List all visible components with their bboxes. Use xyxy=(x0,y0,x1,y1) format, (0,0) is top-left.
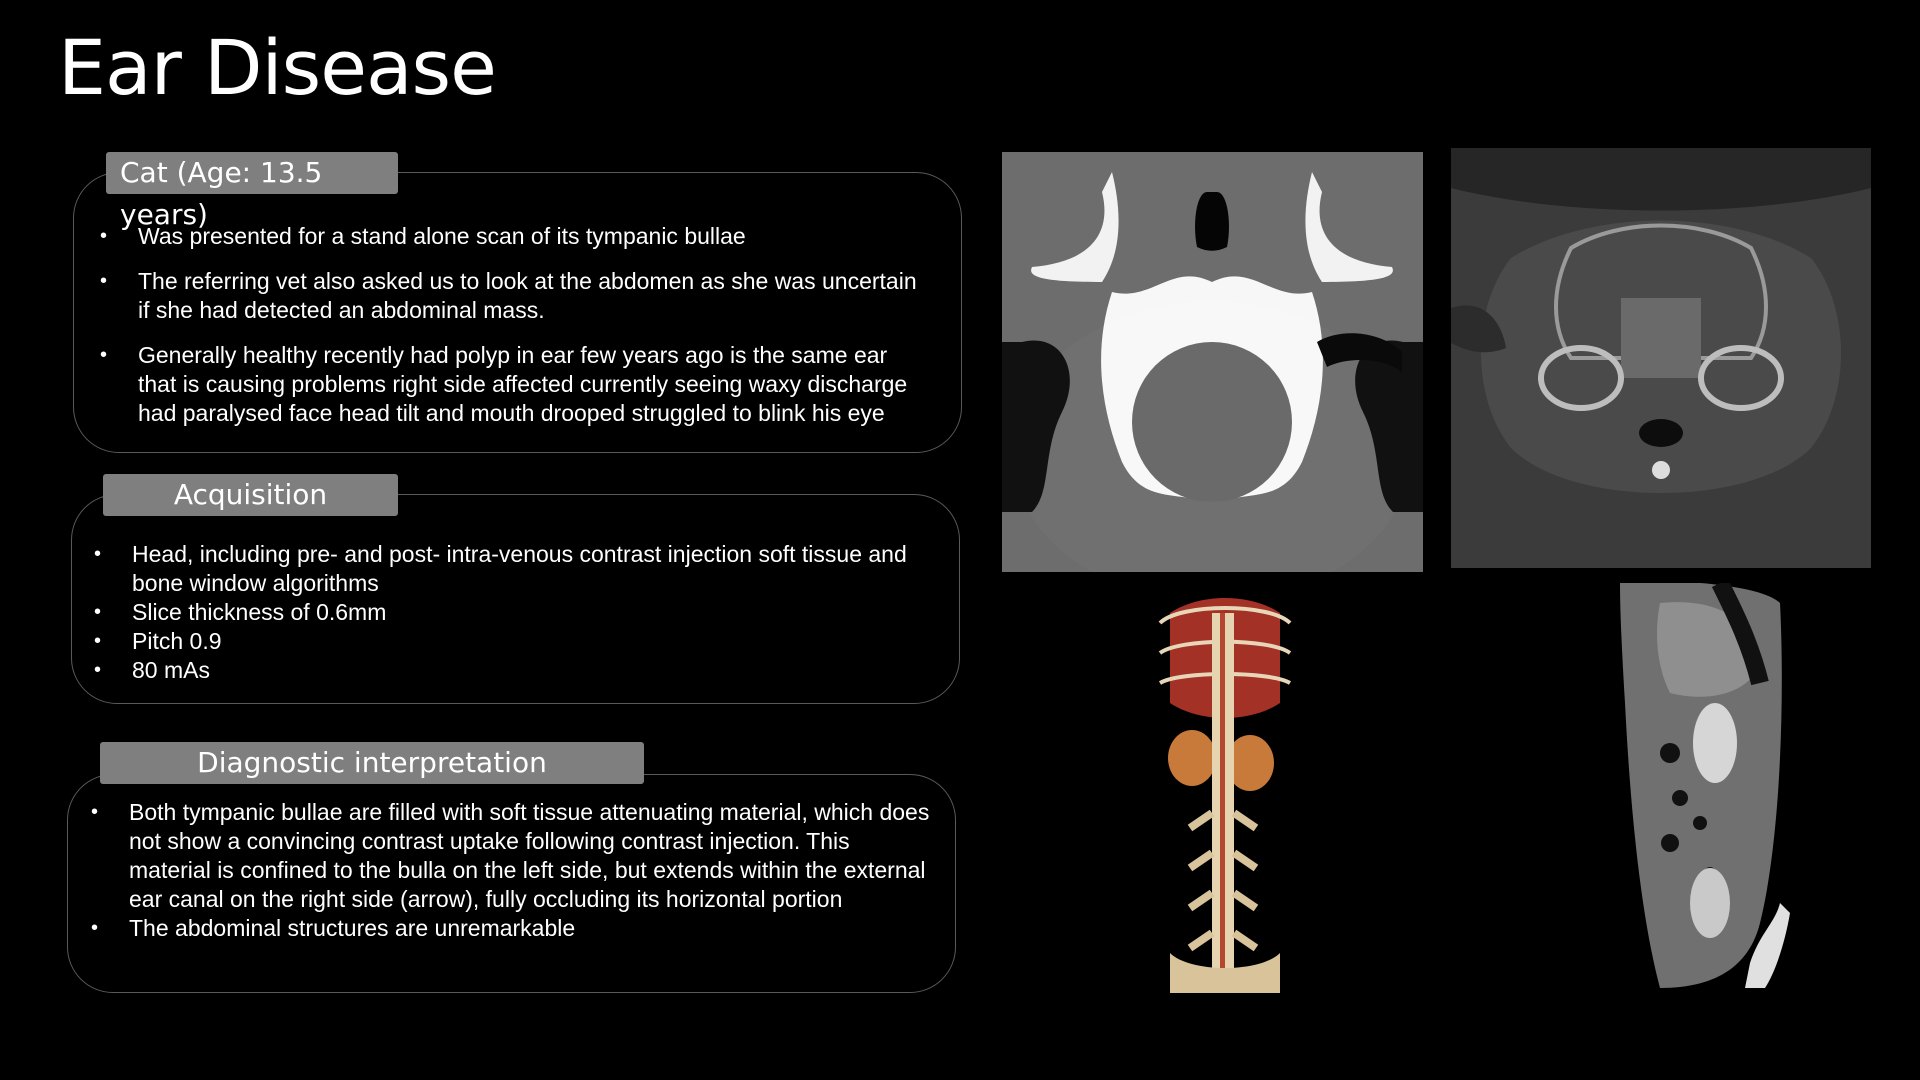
abdomen-3d-render-image xyxy=(1150,593,1300,993)
patient-bullet-list xyxy=(100,222,930,428)
abdomen-3d-render-graphic xyxy=(1150,593,1300,993)
patient-bullet-item: • Generally healthy recently had polyp in ear few years ago is the same ear that is causing problems right side affected currently seeing waxy discharge had paralysed face head tilt and mouth drooped struggled to blink his eye xyxy=(100,341,930,428)
acquisition-bullet-item: • 80 mAs xyxy=(94,656,924,685)
patient-bullet-item: • Was presented for a stand alone scan of its tympanic bullae xyxy=(100,222,930,251)
diagnosis-bullet-list xyxy=(91,798,931,943)
acquisition-tab-label: Acquisition xyxy=(103,474,398,516)
diagnosis-bullet-item: • Both tympanic bullae are filled with soft tissue attenuating material, which does not show a convincing contrast uptake following contrast injection. This material is confined to the bulla on the left side, but extends within the external ear canal on the right side (arrow), fully occluding its horizontal portion xyxy=(91,798,931,914)
ct-sagittal-abdomen-image xyxy=(1600,583,1800,993)
patient-bullet-item: • The referring vet also asked us to look at the abdomen as she was uncertain if she had detected an abdominal mass. xyxy=(100,267,930,325)
ct-sagittal-abdomen-graphic xyxy=(1600,583,1800,993)
slide-title: Ear Disease xyxy=(58,23,496,112)
diagnosis-bullet-item: • The abdominal structures are unremarkable xyxy=(91,914,931,943)
ct-axial-bullae-image xyxy=(1451,148,1871,568)
patient-tab-label: Cat (Age: 13.5 years) xyxy=(106,152,398,194)
acquisition-bullet-item: • Slice thickness of 0.6mm xyxy=(94,598,924,627)
acquisition-bullet-list xyxy=(94,540,924,685)
acquisition-bullet-item: • Pitch 0.9 xyxy=(94,627,924,656)
ct-axial-bullae-graphic xyxy=(1451,148,1871,568)
ct-axial-skull-image xyxy=(1002,152,1423,572)
acquisition-bullet-item: • Head, including pre- and post- intra-venous contrast injection soft tissue and bone window algorithms xyxy=(94,540,924,598)
diagnosis-tab-label: Diagnostic interpretation xyxy=(100,742,644,784)
ct-axial-skull-graphic xyxy=(1002,152,1423,572)
